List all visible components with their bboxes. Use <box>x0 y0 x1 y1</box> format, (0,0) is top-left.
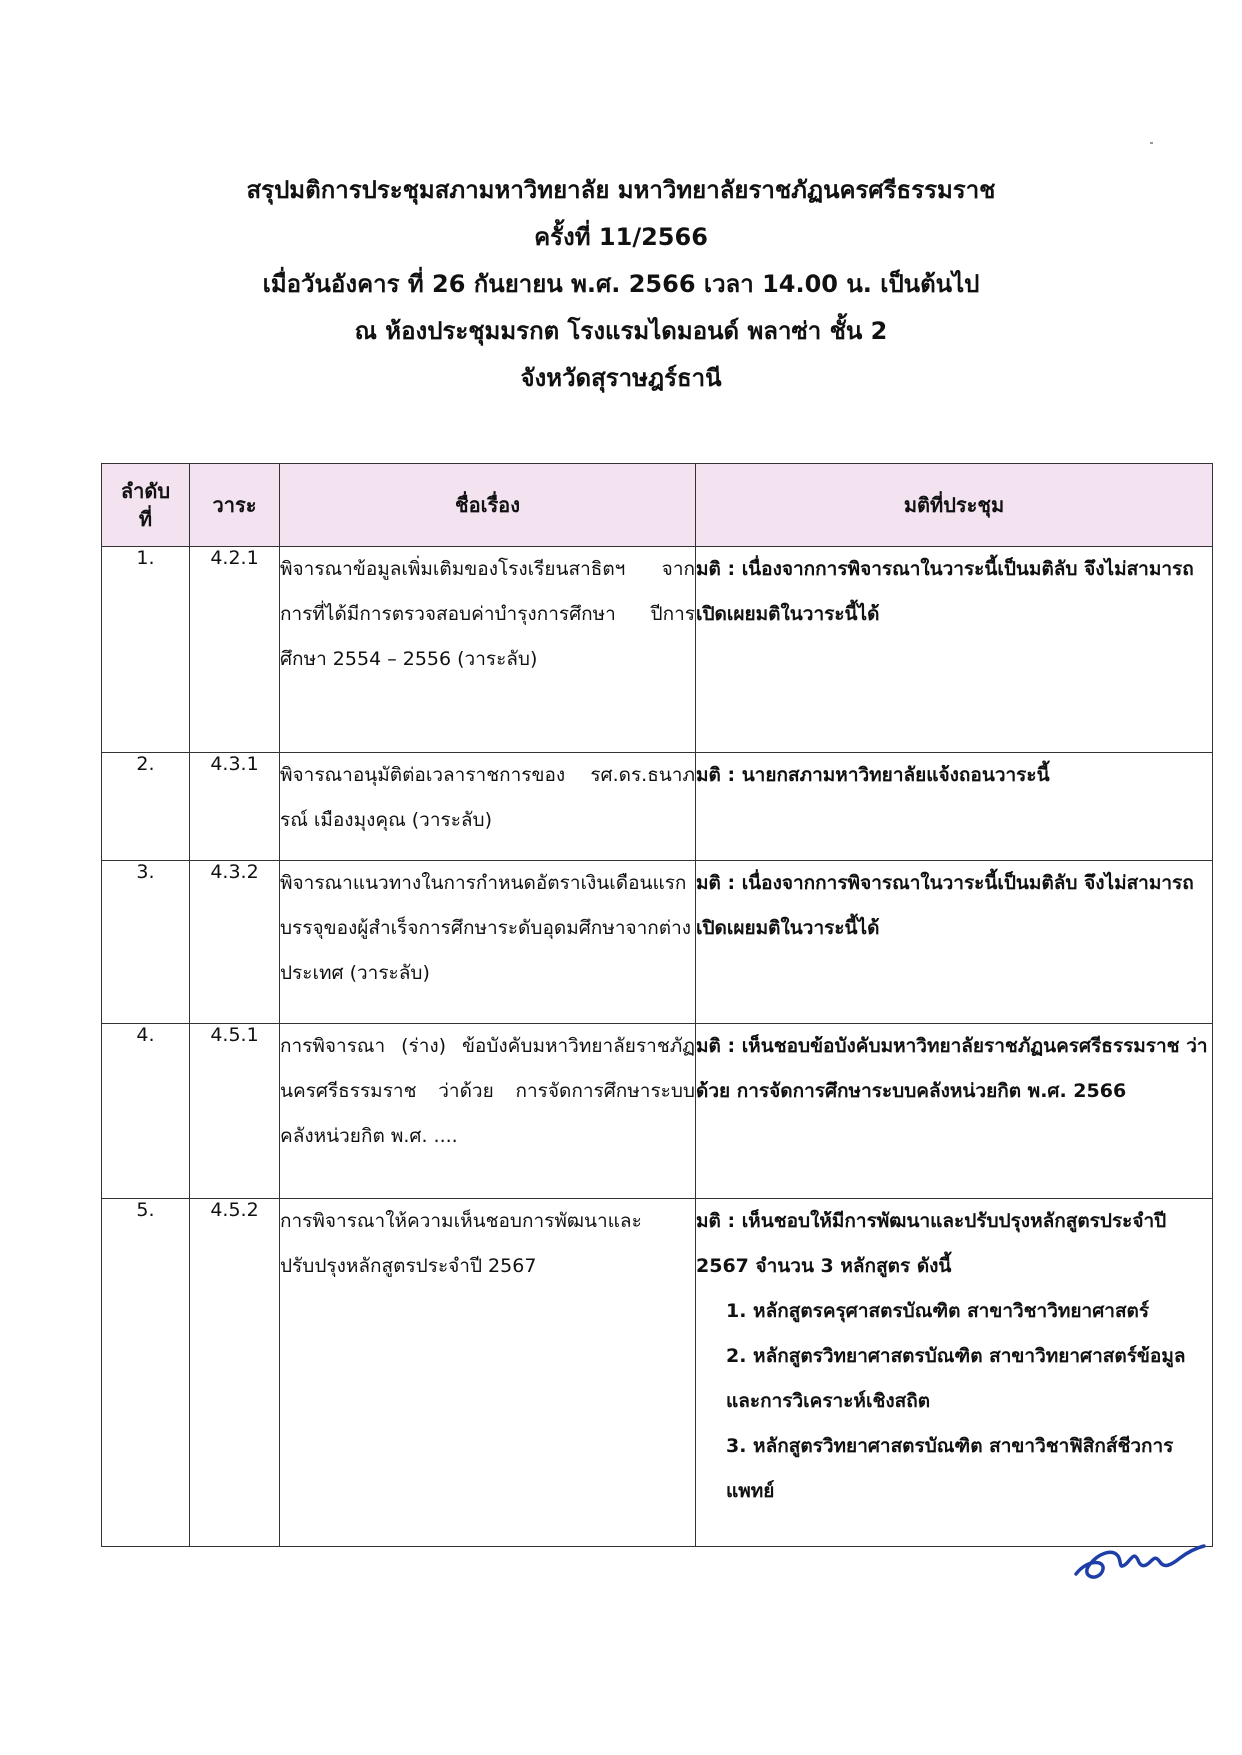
header-venue: ณ ห้องประชุมมรกต โรงแรมไดมอนด์ พลาซ่า ชั้น 2 <box>354 317 888 345</box>
resolution-item: 2. หลักสูตรวิทยาศาสตรบัณฑิต สาขาวิทยาศาสตร์ข้อมูลและการวิเคราะห์เชิงสถิต <box>726 1345 1186 1412</box>
header-province: จังหวัดสุราษฎร์ธานี <box>520 364 722 392</box>
row-agenda: 4.2.1 <box>190 547 280 753</box>
row-resolution: มติ : เห็นชอบให้มีการพัฒนาและปรับปรุงหลักสูตรประจำปี 2567 จำนวน 3 หลักสูตร ดังนี้ <box>696 1210 1167 1277</box>
row-number: 2. <box>102 753 190 861</box>
row-agenda: 4.3.2 <box>190 861 280 1024</box>
document-header <box>0 168 1242 403</box>
resolution-item: 1. หลักสูตรครุศาสตรบัณฑิต สาขาวิชาวิทยาศาสตร์ <box>726 1300 1150 1322</box>
table-row <box>102 861 1213 1024</box>
signature-mark <box>1068 1518 1208 1588</box>
header-order <box>102 464 190 547</box>
signature-stroke <box>1076 1546 1204 1577</box>
row-resolution: มติ : เห็นชอบข้อบังคับมหาวิทยาลัยราชภัฏนครศรีธรรมราช ว่าด้วย การจัดการศึกษาระบบคลังหน่วยกิต พ.ศ. 2566 <box>696 1024 1213 1199</box>
row-resolution: มติ : นายกสภามหาวิทยาลัยแจ้งถอนวาระนี้ <box>696 753 1213 861</box>
row-resolution: มติ : เนื่องจากการพิจารณาในวาระนี้เป็นมติลับ จึงไม่สามารถเปิดเผยมติในวาระนี้ได้ <box>696 547 1213 753</box>
header-meeting-number: ครั้งที่ 11/2566 <box>534 223 708 251</box>
row-title: พิจารณาแนวทางในการกำหนดอัตราเงินเดือนแรกบรรจุของผู้สำเร็จการศึกษาระดับอุดมศึกษาจากต่างประเทศ (วาระลับ) <box>280 861 696 1024</box>
header-title: ชื่อเรื่อง <box>280 464 696 547</box>
resolutions-table <box>101 463 1213 1547</box>
row-number: 3. <box>102 861 190 1024</box>
table-header-row <box>102 464 1213 547</box>
table-row <box>102 1199 1213 1547</box>
header-agenda: วาระ <box>190 464 280 547</box>
row-title: พิจารณาอนุมัติต่อเวลาราชการของ รศ.ดร.ธนาภรณ์ เมืองมุงคุณ (วาระลับ) <box>280 753 696 861</box>
row-title: การพิจารณาให้ความเห็นชอบการพัฒนาและปรับปรุงหลักสูตรประจำปี 2567 <box>280 1199 696 1547</box>
table-row <box>102 753 1213 861</box>
header-order-line1: ลำดับ <box>120 479 171 503</box>
row-agenda: 4.5.1 <box>190 1024 280 1199</box>
row-number: 4. <box>102 1024 190 1199</box>
resolution-item: 3. หลักสูตรวิทยาศาสตรบัณฑิต สาขาวิชาฟิสิกส์ชีวการแพทย์ <box>726 1435 1174 1502</box>
row-number: 5. <box>102 1199 190 1547</box>
row-number: 1. <box>102 547 190 753</box>
row-title: การพิจารณา (ร่าง) ข้อบังคับมหาวิทยาลัยราชภัฏนครศรีธรรมราช ว่าด้วย การจัดการศึกษาระบบคลังหน่วยกิต พ.ศ. .... <box>280 1024 696 1199</box>
row-agenda: 4.5.2 <box>190 1199 280 1547</box>
header-date-time: เมื่อวันอังคาร ที่ 26 กันยายน พ.ศ. 2566 เวลา 14.00 น. เป็นต้นไป <box>262 270 980 298</box>
row-title: พิจารณาข้อมูลเพิ่มเติมของโรงเรียนสาธิตฯ จากการที่ได้มีการตรวจสอบค่าบำรุงการศึกษา ปีการศึกษา 2554 – 2556 (วาระลับ) <box>280 547 696 753</box>
scan-speck <box>1150 142 1153 144</box>
table-row <box>102 547 1213 753</box>
header-resolution: มติที่ประชุม <box>696 464 1213 547</box>
row-agenda: 4.3.1 <box>190 753 280 861</box>
header-title: สรุปมติการประชุมสภามหาวิทยาลัย มหาวิทยาลัยราชภัฏนครศรีธรรมราช <box>246 176 996 204</box>
row-resolution: มติ : เนื่องจากการพิจารณาในวาระนี้เป็นมติลับ จึงไม่สามารถเปิดเผยมติในวาระนี้ได้ <box>696 861 1213 1024</box>
row-resolution-cell <box>696 1199 1213 1547</box>
header-order-line2: ที่ <box>138 507 153 531</box>
table-row <box>102 1024 1213 1199</box>
